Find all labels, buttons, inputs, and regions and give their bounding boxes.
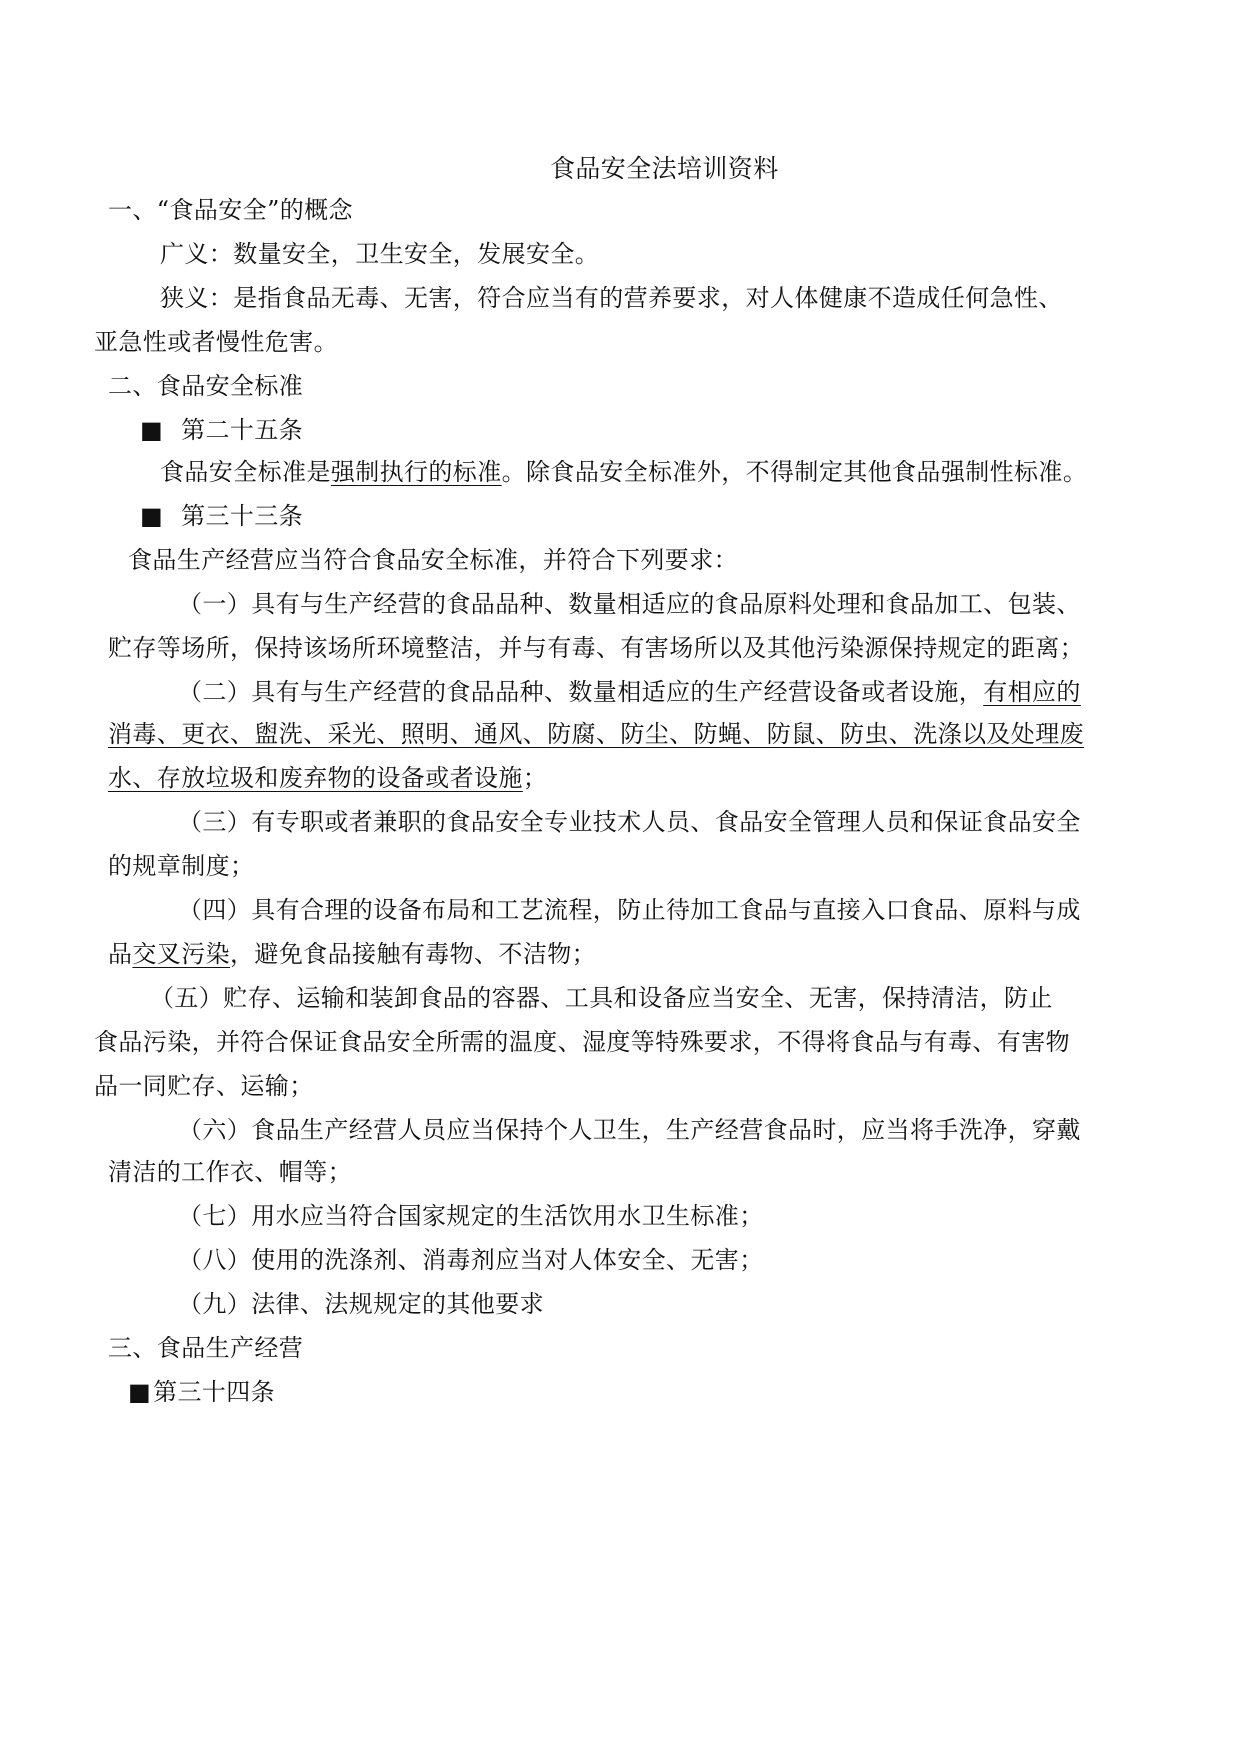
bullet-square-icon: ■ <box>140 502 164 530</box>
article-25-text-underlined: 强制执行的标准 <box>330 458 502 486</box>
article-25-text-a: 食品安全标准是 <box>160 458 331 486</box>
broad-definition: 广义：数量安全，卫生安全，发展安全。 <box>160 240 600 268</box>
item-2-line-2-underlined: 消毒、更衣、盥洗、采光、照明、通风、防腐、防尘、防蝇、防鼠、防虫、洗涤以及处理废 <box>108 720 1084 748</box>
document-title: 食品安全法培训资料 <box>550 154 779 183</box>
bullet-square-icon: ■ <box>140 416 164 444</box>
item-4-line-1: （四）具有合理的设备布局和工艺流程，防止待加工食品与直接入口食品、原料与成 <box>178 896 1081 924</box>
bullet-square-icon: ■ <box>128 1378 152 1406</box>
item-5-line-3: 品一同贮存、运输； <box>94 1072 314 1100</box>
item-7: （七）用水应当符合国家规定的生活饮用水卫生标准； <box>178 1202 764 1230</box>
item-4-line-2-b: ，避免食品接触有毒物、不洁物； <box>230 940 597 968</box>
item-2-line-1 <box>178 680 1081 704</box>
item-2-line-1-a: （二）具有与生产经营的食品品种、数量相适应的生产经营设备或者设施， <box>178 678 984 706</box>
item-5-line-2: 食品污染，并符合保证食品安全所需的温度、湿度等特殊要求，不得将食品与有毒、有害物 <box>94 1028 1070 1056</box>
article-33-intro: 食品生产经营应当符合食品安全标准，并符合下列要求： <box>128 546 738 574</box>
narrow-definition-line-1: 狭义：是指食品无毒、无害，符合应当有的营养要求，对人体健康不造成任何急性、 <box>160 284 1063 312</box>
article-25-label: 第二十五条 <box>181 416 304 444</box>
item-3-line-1: （三）有专职或者兼职的食品安全专业技术人员、食品安全管理人员和保证食品安全 <box>178 808 1081 836</box>
item-2-line-3-underlined: 水、存放垃圾和废弃物的设备或者设施 <box>108 764 523 792</box>
item-2-line-3 <box>108 766 547 790</box>
item-1-line-1: （一）具有与生产经营的食品品种、数量相适应的食品原料处理和食品加工、包装、 <box>178 590 1081 618</box>
item-9: （九）法律、法规规定的其他要求 <box>178 1290 544 1318</box>
article-33-heading <box>140 504 303 528</box>
article-34-heading <box>128 1380 275 1404</box>
item-1-line-2: 贮存等场所，保持该场所环境整洁，并与有毒、有害场所以及其他污染源保持规定的距离； <box>108 634 1084 662</box>
article-25-text-b: 。除食品安全标准外，不得制定其他食品强制性标准。 <box>501 458 1088 486</box>
section-heading-2: 二、食品安全标准 <box>108 372 304 400</box>
article-25-heading <box>140 418 303 442</box>
item-2-line-3-b: ； <box>522 764 548 792</box>
section-heading-1: 一、“食品安全”的概念 <box>108 196 353 224</box>
item-4-line-2-underlined: 交叉污染 <box>132 940 231 968</box>
item-6-line-2: 清洁的工作衣、帽等； <box>108 1158 352 1186</box>
section-heading-3: 三、食品生产经营 <box>108 1334 304 1362</box>
item-8: （八）使用的洗涤剂、消毒剂应当对人体安全、无害； <box>178 1246 764 1274</box>
article-34-label: 第三十四条 <box>153 1378 276 1406</box>
article-33-label: 第三十三条 <box>181 502 304 530</box>
article-25-text <box>160 460 1087 484</box>
item-2-line-1-underlined: 有相应的 <box>983 678 1081 706</box>
item-4-line-2-a: 品 <box>108 940 133 968</box>
narrow-definition-line-2: 亚急性或者慢性危害。 <box>94 328 338 356</box>
item-4-line-2 <box>108 942 596 966</box>
item-6-line-1: （六）食品生产经营人员应当保持个人卫生，生产经营食品时，应当将手洗净，穿戴 <box>178 1116 1081 1144</box>
item-5-line-1: （五）贮存、运输和装卸食品的容器、工具和设备应当安全、无害，保持清洁，防止 <box>150 984 1053 1012</box>
item-3-line-2: 的规章制度； <box>108 852 255 880</box>
item-2-line-2 <box>108 722 1084 746</box>
